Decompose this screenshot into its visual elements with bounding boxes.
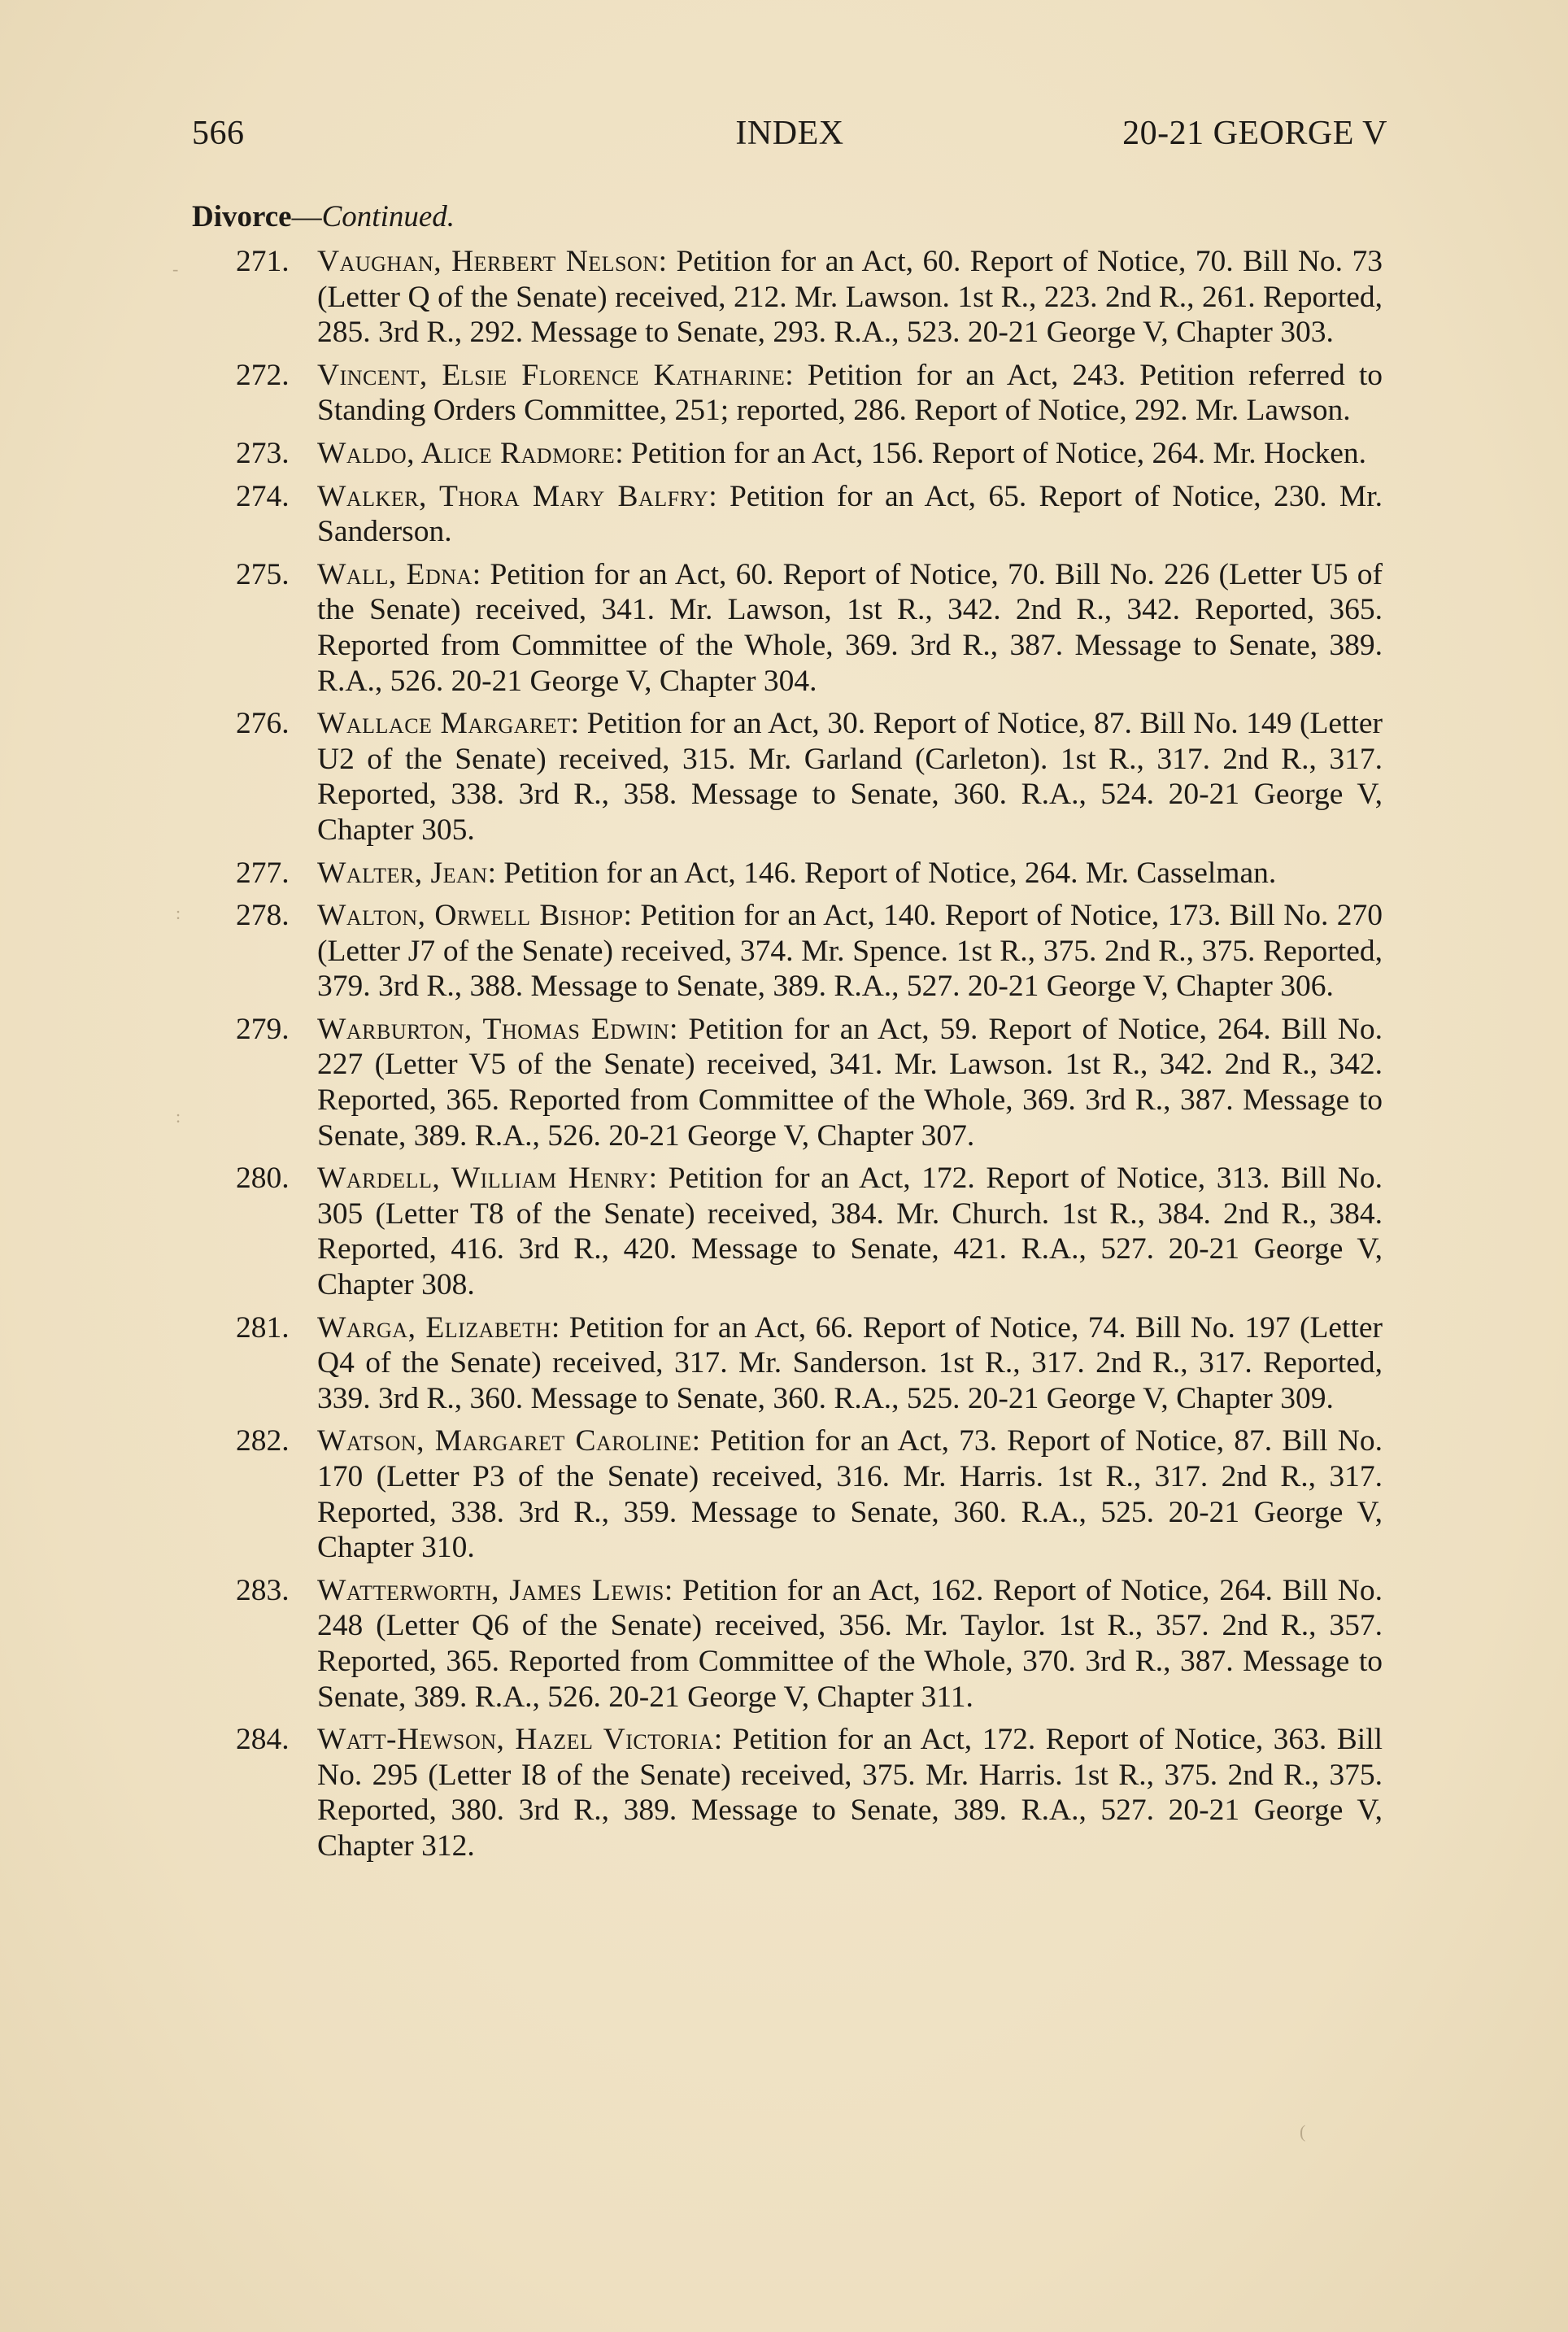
index-entry: 283. Watterworth, James Lewis: Petition for an Act, 162. Report of Notice, 264. Bill No. 248 (Letter Q6 of the Senate) received, 356. Mr. Taylor. 1st R., 357. 2nd R., 357. Reported, 365. Reported from Committee of the Whole, 370. 3rd R., 387. Message to Senate, 389. R.A., 526. 20-21 George V, Chapter 311. — [236, 1573, 1383, 1714]
entry-number: 277. — [236, 856, 290, 890]
entry-name: Wall, Edna — [317, 557, 473, 591]
entry-number: 278. — [236, 899, 290, 933]
index-entry: 280. Wardell, William Henry: Petition for an Act, 172. Report of Notice, 313. Bill No. 305 (Letter T8 of the Senate) received, 384. Mr. Church. 1st R., 384. 2nd R., 384. Reported, 416. 3rd R., 420. Message to Senate, 421. R.A., 527. 20-21 George V, Chapter 308. — [236, 1162, 1383, 1302]
entry-name: Wardell, William Henry — [317, 1162, 649, 1196]
page-number: 566 — [192, 115, 245, 152]
entry-text: Petition for an Act, 30. Report of Notice, 87. Bill No. 149 (Letter U2 of the Senate) received, 315. Mr. Garland (Carleton). 1st R., 317. 2nd R., 317. Reported, 338. 3rd R., 358. Message to Senate, 360. R.A., 524. 20-21 George V, Chapter 305. — [317, 707, 1383, 847]
section-heading-continued: Continued. — [321, 200, 455, 233]
index-entry: 272. Vincent, Elsie Florence Katharine: Petition for an Act, 243. Petition referred to Standing Orders Committee, 251; reported, 286. Report of Notice, 292. Mr. Lawson. — [236, 358, 1383, 428]
margin-mark: - — [172, 259, 179, 279]
entry-text: Petition for an Act, 140. Report of Notice, 173. Bill No. 270 (Letter J7 of the Senate) received, 374. Mr. Spence. 1st R., 375. 2nd R., 375. Reported, 379. 3rd R., 388. Message to Senate, 389. R.A., 527. 20-21 George V, Chapter 306. — [317, 899, 1383, 1004]
index-entry: 274. Walker, Thora Mary Balfry: Petition for an Act, 65. Report of Notice, 230. Mr. Sanderson. — [236, 479, 1383, 549]
entry-number: 279. — [236, 1012, 290, 1046]
entry-name: Waldo, Alice Radmore — [317, 436, 616, 470]
entry-text: Petition for an Act, 172. Report of Notice, 363. Bill No. 295 (Letter I8 of the Senate) received, 375. Mr. Harris. 1st R., 375. 2nd R., 375. Reported, 380. 3rd R., 389. Message to Senate, 389. R.A., 527. 20-21 George V, Chapter 312. — [317, 1723, 1383, 1863]
entry-name: Warburton, Thomas Edwin — [317, 1012, 669, 1046]
entry-text: Petition for an Act, 59. Report of Notice, 264. Bill No. 227 (Letter V5 of the Senate) received, 341. Mr. Lawson. 1st R., 342. 2nd R., 342. Reported, 365. Reported from Committee of the Whole, 369. 3rd R., 387. Message to Senate, 389. R.A., 526. 20-21 George V, Chapter 307. — [317, 1012, 1383, 1153]
entry-text: Petition for an Act, 243. Petition referred to Standing Orders Committee, 251; reported, 286. Report of Notice, 292. Mr. Lawson. — [317, 358, 1383, 428]
entry-number: 271. — [236, 245, 290, 278]
entry-number: 274. — [236, 479, 290, 513]
entry-text: Petition for an Act, 146. Report of Notice, 264. Mr. Casselman. — [503, 856, 1277, 890]
margin-mark: : — [176, 903, 181, 923]
entry-number: 273. — [236, 436, 290, 470]
entry-name: Walker, Thora Mary Balfry — [317, 479, 709, 513]
section-heading: Divorce—Continued. — [192, 200, 455, 233]
entry-name: Watterworth, James Lewis — [317, 1573, 664, 1607]
index-entry: 276. Wallace Margaret: Petition for an Act, 30. Report of Notice, 87. Bill No. 149 (Letter U2 of the Senate) received, 315. Mr. Garland (Carleton). 1st R., 317. 2nd R., 317. Reported, 338. 3rd R., 358. Message to Senate, 360. R.A., 524. 20-21 George V, Chapter 305. — [236, 707, 1383, 847]
page-title: INDEX — [735, 115, 844, 152]
index-entry: 282. Watson, Margaret Caroline: Petition for an Act, 73. Report of Notice, 87. Bill No. 170 (Letter P3 of the Senate) received, 316. Mr. Harris. 1st R., 317. 2nd R., 317. Reported, 338. 3rd R., 359. Message to Senate, 360. R.A., 525. 20-21 George V, Chapter 310. — [236, 1424, 1383, 1565]
index-entry: 281. Warga, Elizabeth: Petition for an Act, 66. Report of Notice, 74. Bill No. 197 (Letter Q4 of the Senate) received, 317. Mr. Sanderson. 1st R., 317. 2nd R., 317. Reported, 339. 3rd R., 360. Message to Senate, 360. R.A., 525. 20-21 George V, Chapter 309. — [236, 1310, 1383, 1415]
entry-text: Petition for an Act, 73. Report of Notice, 87. Bill No. 170 (Letter P3 of the Senate) received, 316. Mr. Harris. 1st R., 317. 2nd R., 317. Reported, 338. 3rd R., 359. Message to Senate, 360. R.A., 525. 20-21 George V, Chapter 310. — [317, 1424, 1383, 1565]
index-entry: 279. Warburton, Thomas Edwin: Petition for an Act, 59. Report of Notice, 264. Bill No. 227 (Letter V5 of the Senate) received, 341. Mr. Lawson. 1st R., 342. 2nd R., 342. Reported, 365. Reported from Committee of the Whole, 369. 3rd R., 387. Message to Senate, 389. R.A., 526. 20-21 George V, Chapter 307. — [236, 1012, 1383, 1153]
entry-name: Warga, Elizabeth — [317, 1310, 551, 1345]
running-head-regnal-year: 20-21 GEORGE V — [1122, 115, 1387, 152]
index-entry: 278. Walton, Orwell Bishop: Petition for an Act, 140. Report of Notice, 173. Bill No. 270 (Letter J7 of the Senate) received, 374. Mr. Spence. 1st R., 375. 2nd R., 375. Reported, 379. 3rd R., 388. Message to Senate, 389. R.A., 527. 20-21 George V, Chapter 306. — [236, 899, 1383, 1004]
entry-number: 283. — [236, 1573, 290, 1607]
entry-name: Watt-Hewson, Hazel Victoria — [317, 1723, 714, 1757]
entry-number: 272. — [236, 358, 290, 392]
entry-text: Petition for an Act, 156. Report of Notice, 264. Mr. Hocken. — [631, 436, 1367, 470]
entry-text: Petition for an Act, 66. Report of Notice, 74. Bill No. 197 (Letter Q4 of the Senate) received, 317. Mr. Sanderson. 1st R., 317. 2nd R., 317. Reported, 339. 3rd R., 360. Message to Senate, 360. R.A., 525. 20-21 George V, Chapter 309. — [317, 1310, 1383, 1415]
running-head — [192, 114, 1387, 163]
margin-mark: : — [176, 1106, 181, 1127]
entry-name: Vaughan, Herbert Nelson — [317, 245, 659, 278]
index-entry: 273. Waldo, Alice Radmore: Petition for an Act, 156. Report of Notice, 264. Mr. Hocken. — [236, 436, 1367, 470]
index-entry: 277. Walter, Jean: Petition for an Act, 146. Report of Notice, 264. Mr. Casselman. — [236, 856, 1277, 890]
index-entry: 271. Vaughan, Herbert Nelson: Petition for an Act, 60. Report of Notice, 70. Bill No. 73 (Letter Q of the Senate) received, 212. Mr. Lawson. 1st R., 223. 2nd R., 261. Reported, 285. 3rd R., 292. Message to Senate, 293. R.A., 523. 20-21 George V, Chapter 303. — [236, 245, 1383, 350]
entry-text: Petition for an Act, 172. Report of Notice, 313. Bill No. 305 (Letter T8 of the Senate) received, 384. Mr. Church. 1st R., 384. 2nd R., 384. Reported, 416. 3rd R., 420. Message to Senate, 421. R.A., 527. 20-21 George V, Chapter 308. — [317, 1162, 1383, 1302]
entry-text: Petition for an Act, 162. Report of Notice, 264. Bill No. 248 (Letter Q6 of the Senate) received, 356. Mr. Taylor. 1st R., 357. 2nd R., 357. Reported, 365. Reported from Committee of the Whole, 370. 3rd R., 387. Message to Senate, 389. R.A., 526. 20-21 George V, Chapter 311. — [317, 1573, 1383, 1714]
entry-name: Watson, Margaret Caroline — [317, 1424, 692, 1458]
margin-mark: ( — [1300, 2121, 1306, 2142]
index-entries — [236, 244, 1383, 1872]
entry-name: Walter, Jean — [317, 856, 488, 890]
index-entry: 275. Wall, Edna: Petition for an Act, 60. Report of Notice, 70. Bill No. 226 (Letter U5 of the Senate) received, 341. Mr. Lawson, 1st R., 342. 2nd R., 342. Reported, 365. Reported from Committee of the Whole, 369. 3rd R., 387. Message to Senate, 389. R.A., 526. 20-21 George V, Chapter 304. — [236, 557, 1383, 698]
entry-number: 280. — [236, 1162, 290, 1196]
entry-text: Petition for an Act, 60. Report of Notice, 70. Bill No. 73 (Letter Q of the Senate) received, 212. Mr. Lawson. 1st R., 223. 2nd R., 261. Reported, 285. 3rd R., 292. Message to Senate, 293. R.A., 523. 20-21 George V, Chapter 303. — [317, 245, 1383, 350]
entry-number: 281. — [236, 1310, 290, 1345]
entry-name: Wallace Margaret — [317, 707, 571, 741]
entry-name: Vincent, Elsie Florence Katharine — [317, 358, 786, 392]
entry-text: Petition for an Act, 60. Report of Notice, 70. Bill No. 226 (Letter U5 of the Senate) received, 341. Mr. Lawson, 1st R., 342. 2nd R., 342. Reported, 365. Reported from Committee of the Whole, 369. 3rd R., 387. Message to Senate, 389. R.A., 526. 20-21 George V, Chapter 304. — [317, 557, 1383, 698]
index-entry: 284. Watt-Hewson, Hazel Victoria: Petition for an Act, 172. Report of Notice, 363. Bill No. 295 (Letter I8 of the Senate) received, 375. Mr. Harris. 1st R., 375. 2nd R., 375. Reported, 380. 3rd R., 389. Message to Senate, 389. R.A., 527. 20-21 George V, Chapter 312. — [236, 1723, 1383, 1863]
entry-name: Walton, Orwell Bishop — [317, 899, 624, 933]
entry-number: 284. — [236, 1723, 290, 1757]
entry-number: 275. — [236, 557, 290, 591]
entry-number: 276. — [236, 707, 290, 741]
entry-text: Petition for an Act, 65. Report of Notice, 230. Mr. Sanderson. — [317, 479, 1383, 549]
entry-number: 282. — [236, 1424, 290, 1458]
section-heading-title: Divorce — [192, 200, 292, 233]
